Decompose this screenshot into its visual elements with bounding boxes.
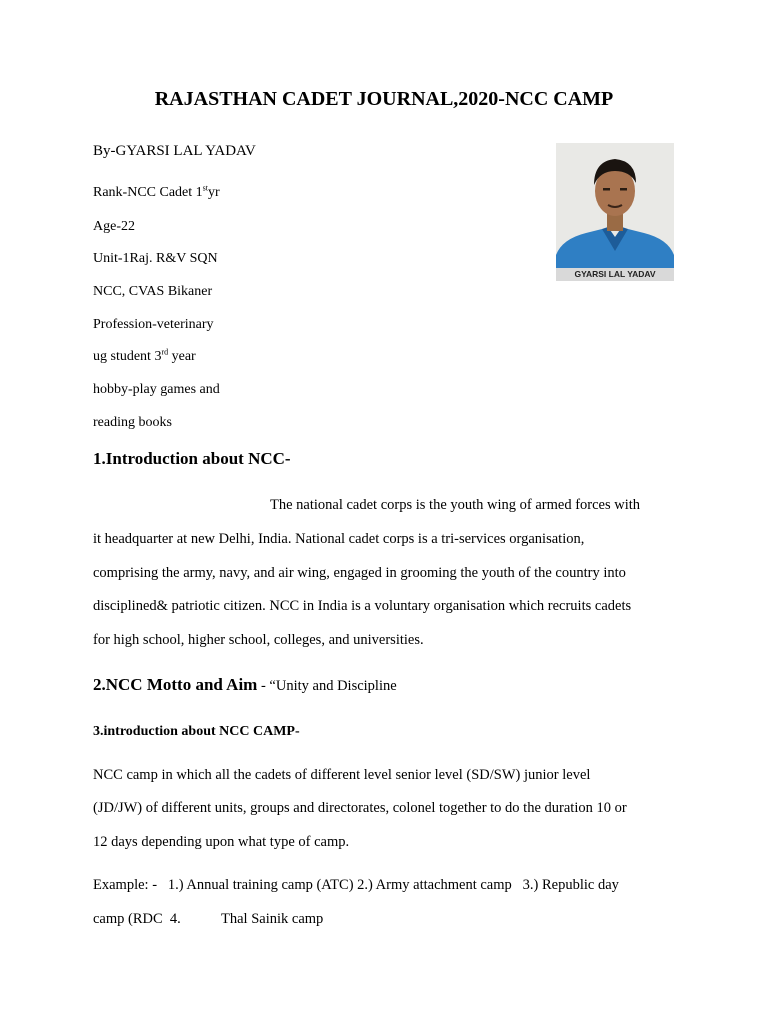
section-heading-camp: 3.introduction about NCC CAMP-: [93, 724, 300, 739]
author-profession: Profession-veterinary: [93, 317, 214, 332]
motto-text: - “Unity and Discipline: [257, 678, 397, 694]
section-heading-intro: 1.Introduction about NCC-: [93, 449, 291, 468]
example-line-2-continued: Thal Sainik camp: [221, 911, 324, 927]
intro-line-2: it headquarter at new Delhi, India. National cadet corps is a tri-services organisation,: [93, 531, 585, 547]
author-unit: Unit-1Raj. R&V SQN: [93, 251, 218, 266]
camp-line-3: 12 days depending upon what type of camp.: [93, 834, 350, 850]
author-rank: Rank-NCC Cadet 1styr: [93, 183, 220, 200]
intro-line-3: comprising the army, navy, and air wing, engaged in grooming the youth of the country into: [93, 565, 626, 581]
example-line-1: Example: - 1.) Annual training camp (ATC) 2.) Army attachment camp 3.) Republic day: [93, 877, 619, 893]
intro-line-5: for high school, higher school, colleges, and universities.: [93, 632, 424, 648]
section-motto: [93, 675, 397, 695]
author-education: ug student 3rd year: [93, 347, 196, 364]
camp-line-2: (JD/JW) of different units, groups and directorates, colonel together to do the duration 10 or: [93, 800, 627, 816]
page-title: RAJASTHAN CADET JOURNAL,2020-NCC CAMP: [154, 88, 614, 110]
photo-caption: GYARSI LAL YADAV: [556, 268, 674, 281]
intro-line-1: The national cadet corps is the youth wing of armed forces with: [270, 497, 641, 513]
intro-line-4: disciplined& patriotic citizen. NCC in India is a voluntary organisation which recruits cadets: [93, 598, 632, 614]
author-college: NCC, CVAS Bikaner: [93, 284, 213, 299]
section-heading-motto: 2.NCC Motto and Aim: [93, 675, 258, 694]
author-byline: By-GYARSI LAL YADAV: [93, 143, 256, 159]
author-age: Age-22: [93, 219, 135, 234]
author-photo: [556, 143, 674, 281]
camp-line-1: NCC camp in which all the cadets of different level senior level (SD/SW) junior level: [93, 767, 591, 783]
author-portrait-illustration: [556, 143, 674, 281]
author-hobby-line-1: hobby-play games and: [93, 382, 220, 397]
example-line-2: camp (RDC 4.: [93, 911, 181, 927]
author-hobby-line-2: reading books: [93, 415, 172, 430]
